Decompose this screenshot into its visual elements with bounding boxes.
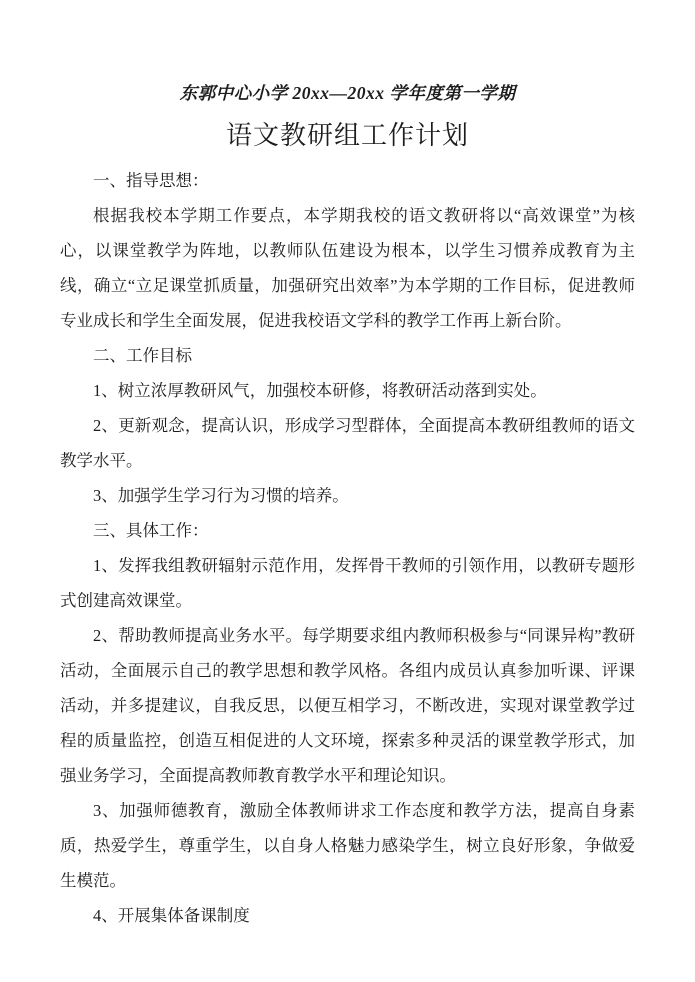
paragraph: 1、发挥我组教研辐射示范作用，发挥骨干教师的引领作用，以教研专题形式创建高效课堂。 [60, 556, 635, 610]
paragraph: 2、帮助教师提高业务水平。每学期要求组内教师积极参与“同课异构”教研活动，全面展示自己的教学思想和教学风格。各组内成员认真参加听课、评课活动，并多提建议，自我反思，以便互相学习，不断改进，实现对课堂教学过程的质量监控，创造互相促进的人文环境，探索多种灵活的课堂教学形式，加强业务学习，全面提高教师教育教学水平和理论知识。 [60, 626, 635, 785]
paragraph: 3、加强师德教育，激励全体教师讲求工作态度和教学方法，提高自身素质，热爱学生，尊重学生，以自身人格魅力感染学生，树立良好形象，争做爱生模范。 [60, 801, 635, 890]
section-guiding-ideology [60, 163, 635, 338]
section-heading: 二、工作目标 [93, 346, 192, 365]
section-specific-work [60, 513, 635, 933]
document-subtitle: 语文教研组工作计划 [225, 121, 469, 150]
section-heading: 一、指导思想： [93, 171, 209, 190]
document-title: 东郭中心小学 20xx—20xx 学年度第一学期 [179, 83, 516, 103]
paragraph: 2、更新观念，提高认识，形成学习型群体，全面提高本教研组教师的语文教学水平。 [60, 416, 635, 470]
document-body [60, 163, 635, 933]
paragraph: 根据我校本学期工作要点，本学期我校的语文教研将以“高效课堂”为核心，以课堂教学为阵地，以教师队伍建设为根本，以学生习惯养成教育为主线，确立“立足课堂抓质量，加强研究出效率”为本学期的工作目标，促进教师专业成长和学生全面发展，促进我校语文学科的教学工作再上新台阶。 [60, 206, 635, 330]
section-heading: 三、具体工作： [93, 521, 209, 540]
paragraph: 1、树立浓厚教研风气，加强校本研修，将教研活动落到实处。 [93, 381, 547, 400]
paragraph: 3、加强学生学习行为习惯的培养。 [93, 486, 349, 505]
paragraph: 4、开展集体备课制度 [93, 906, 250, 925]
section-work-goals [60, 338, 635, 513]
